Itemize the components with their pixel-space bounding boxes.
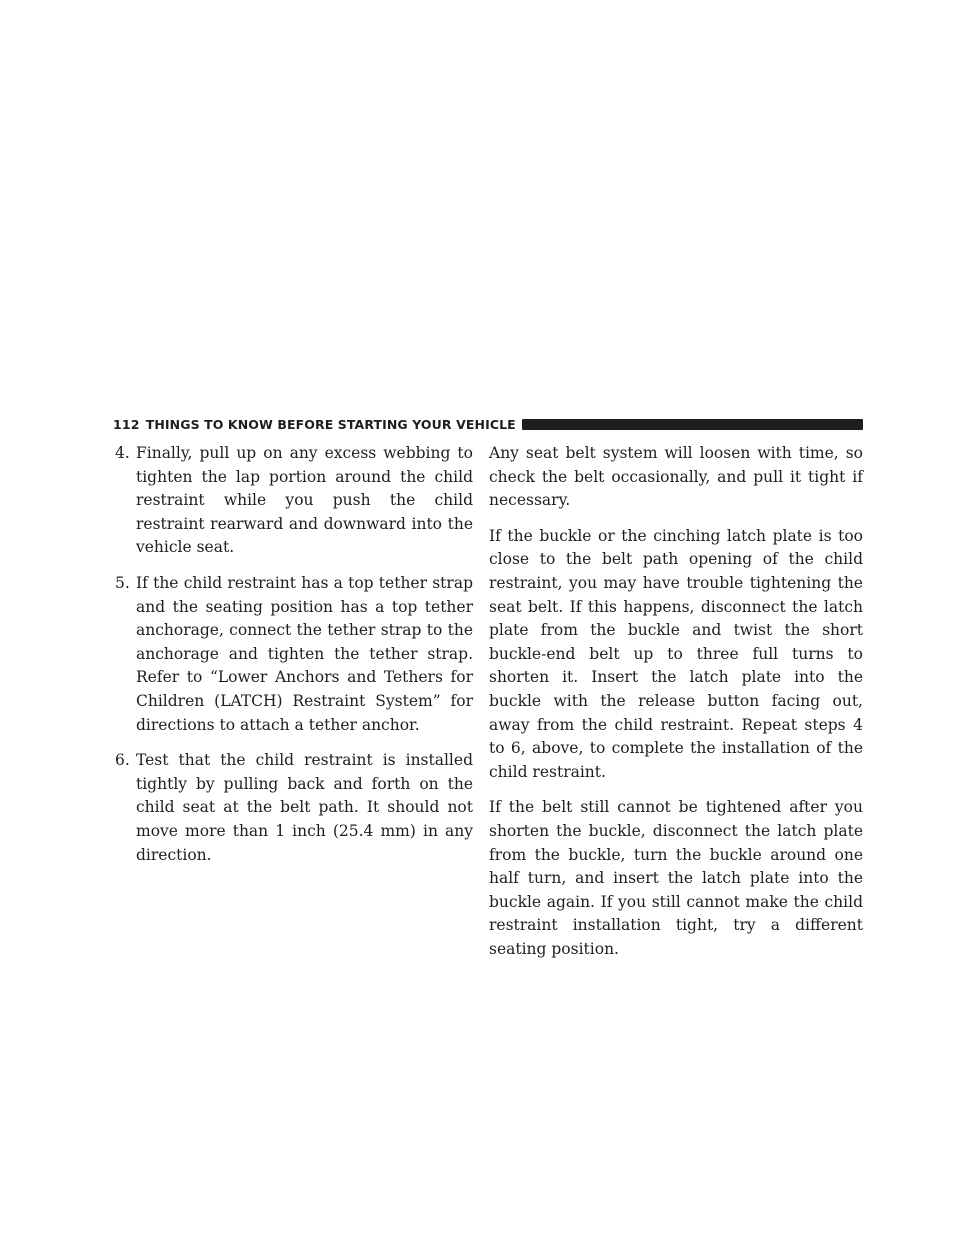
paragraph: Any seat belt system will loosen with time, so check the belt occasionally, and pull it tight if necessary. (489, 444, 863, 510)
header-rule (522, 419, 863, 430)
step-number: 6. (115, 751, 130, 770)
step-text: Finally, pull up on any excess webbing to tighten the lap portion around the child restraint while you push the child restraint rearward and downward into the vehicle seat. (136, 444, 473, 557)
page-number: 112 (113, 416, 140, 432)
paragraph: If the buckle or the cinching latch plate is too close to the belt path opening of the child restraint, you may have trouble tightening the seat belt. If this happens, disconnect the latch plate from the buckle and twist the short buckle-end belt up to three full turns to shorten it. Insert the latch plate into the buckle with the release button facing out, away from the child restraint. Repeat steps 4 to 6, above, to complete the installation of the child restraint. (489, 526, 863, 781)
step-item (115, 572, 473, 737)
step-number: 5. (115, 573, 130, 592)
page-header (113, 414, 863, 434)
left-column (115, 442, 473, 879)
paragraph: If the belt still cannot be tightened after you shorten the buckle, disconnect the latch plate from the buckle, turn the buckle around one half turn, and insert the latch plate into the buckle again. If you still cannot make the child restraint installation tight, try a different seating position. (489, 798, 863, 958)
step-text: Test that the child restraint is installed tightly by pulling back and forth on the child seat at the belt path. It should not move more than 1 inch (25.4 mm) in any direction. (136, 751, 473, 864)
step-text: If the child restraint has a top tether strap and the seating position has a top tether anchorage, connect the tether strap to the anchorage and tighten the tether strap. Refer to “Lower Anchors and Tethers for Children (LATCH) Restraint System” for directions to attach a tether anchor. (136, 573, 473, 734)
running-head-title: THINGS TO KNOW BEFORE STARTING YOUR VEHICLE (145, 416, 516, 432)
right-column (489, 442, 863, 973)
step-item (115, 749, 473, 867)
step-number: 4. (115, 444, 130, 462)
step-item (115, 442, 473, 560)
